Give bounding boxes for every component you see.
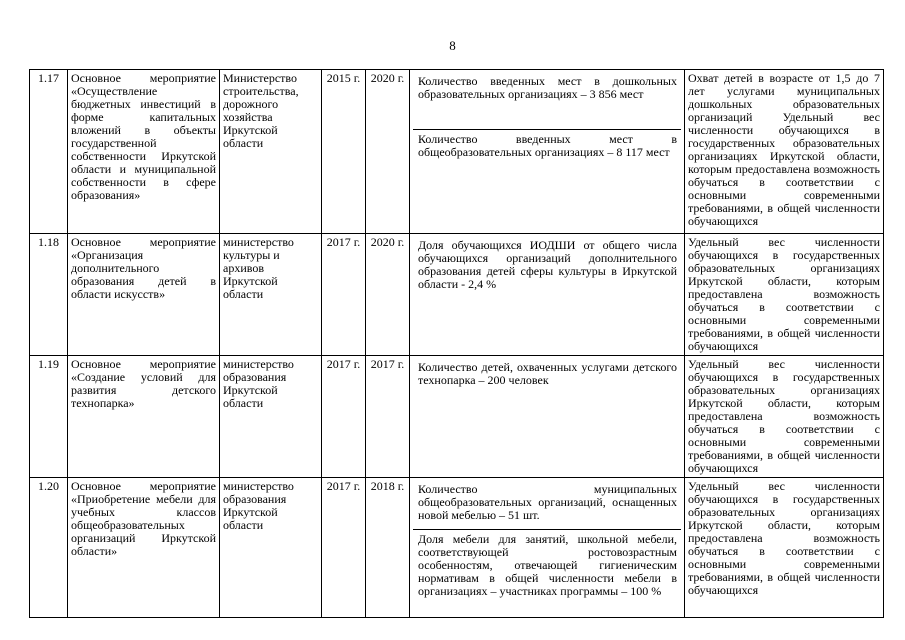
executor-cell: Министерство строительства, дорожного хозяйства Иркутской области [220, 70, 322, 234]
executor-cell: министерство образования Иркутской области [220, 478, 322, 618]
year-end-cell: 2020 г. [366, 234, 410, 356]
measure-cell: Основное мероприятие «Создание условий для развития детского технопарка» [68, 356, 220, 478]
table-row [30, 70, 884, 234]
row-number: 1.19 [30, 356, 68, 478]
measure-cell: Основное мероприятие «Организация дополнительного образования детей в области искусств» [68, 234, 220, 356]
context-cell: Удельный вес численности обучающихся в государственных образовательных организациях Иркутской области, которым предоставлена возможность обучаться в соответствии с основными современными требованиями, в общей численности обучающихся [685, 356, 884, 478]
program-activities-table [29, 69, 884, 618]
year-end-cell: 2020 г. [366, 70, 410, 234]
context-cell: Удельный вес численности обучающихся в государственных образовательных организациях Иркутской области, которым предоставлена возможность обучаться в соответствии с основными современными требованиями, в общей численности обучающихся [685, 478, 884, 618]
year-start-cell: 2015 г. [322, 70, 366, 234]
context-cell: Удельный вес численности обучающихся в государственных образовательных организациях Иркутской области, которым предоставлена возможность обучаться в соответствии с основными современными требованиями, в общей численности обучающихся [685, 234, 884, 356]
table-row [30, 478, 884, 618]
year-start-cell: 2017 г. [322, 478, 366, 618]
executor-cell: министерство образования Иркутской области [220, 356, 322, 478]
indicator-text: Доля мебели для занятий, школьной мебели, соответствующей ростовозрастным особенностям, отвечающей гигиеническим нормативам в общей численности мебели в организациях – участниках программы – 100 % [413, 529, 681, 601]
year-end-cell: 2017 г. [366, 356, 410, 478]
indicator-text: Количество введенных мест в общеобразовательных организациях – 8 117 мест [413, 129, 681, 162]
table-row [30, 234, 884, 356]
indicators-cell [410, 478, 685, 618]
indicators-cell [410, 356, 685, 478]
page-number: 8 [449, 38, 456, 53]
executor-cell: министерство культуры и архивов Иркутской области [220, 234, 322, 356]
indicator-text: Доля обучающихся ИОДШИ от общего числа обучающихся организаций дополнительного образования детей сферы культуры в Иркутской области - 2,4 % [418, 238, 677, 291]
row-number: 1.17 [30, 70, 68, 234]
indicator-text: Количество введенных мест в дошкольных образовательных организациях – 3 856 мест [418, 74, 677, 101]
indicator-text: Количество детей, охваченных услугами детского технопарка – 200 человек [418, 360, 677, 387]
indicators-cell [410, 234, 685, 356]
year-end-cell: 2018 г. [366, 478, 410, 618]
measure-cell: Основное мероприятие «Осуществление бюджетных инвестиций в форме капитальных вложений в объекты государственной собственности Иркутской области и муниципальной собственности в сфере образования» [68, 70, 220, 234]
year-start-cell: 2017 г. [322, 234, 366, 356]
indicators-cell [410, 70, 685, 234]
table-row [30, 356, 884, 478]
year-start-cell: 2017 г. [322, 356, 366, 478]
context-cell: Охват детей в возрасте от 1,5 до 7 лет услугами муниципальных дошкольных образовательных организаций Удельный вес численности обучающихся в государственных образовательных организациях Иркутской области, которым предоставлена возможность обучаться в соответствии с основными современными требованиями, в общей численности обучающихся [685, 70, 884, 234]
measure-cell: Основное мероприятие «Приобретение мебели для учебных классов общеобразовательных организаций Иркутской области» [68, 478, 220, 618]
row-number: 1.20 [30, 478, 68, 618]
row-number: 1.18 [30, 234, 68, 356]
indicator-text: Количество муниципальных общеобразовательных организаций, оснащенных новой мебелью – 51 шт. [418, 482, 677, 522]
